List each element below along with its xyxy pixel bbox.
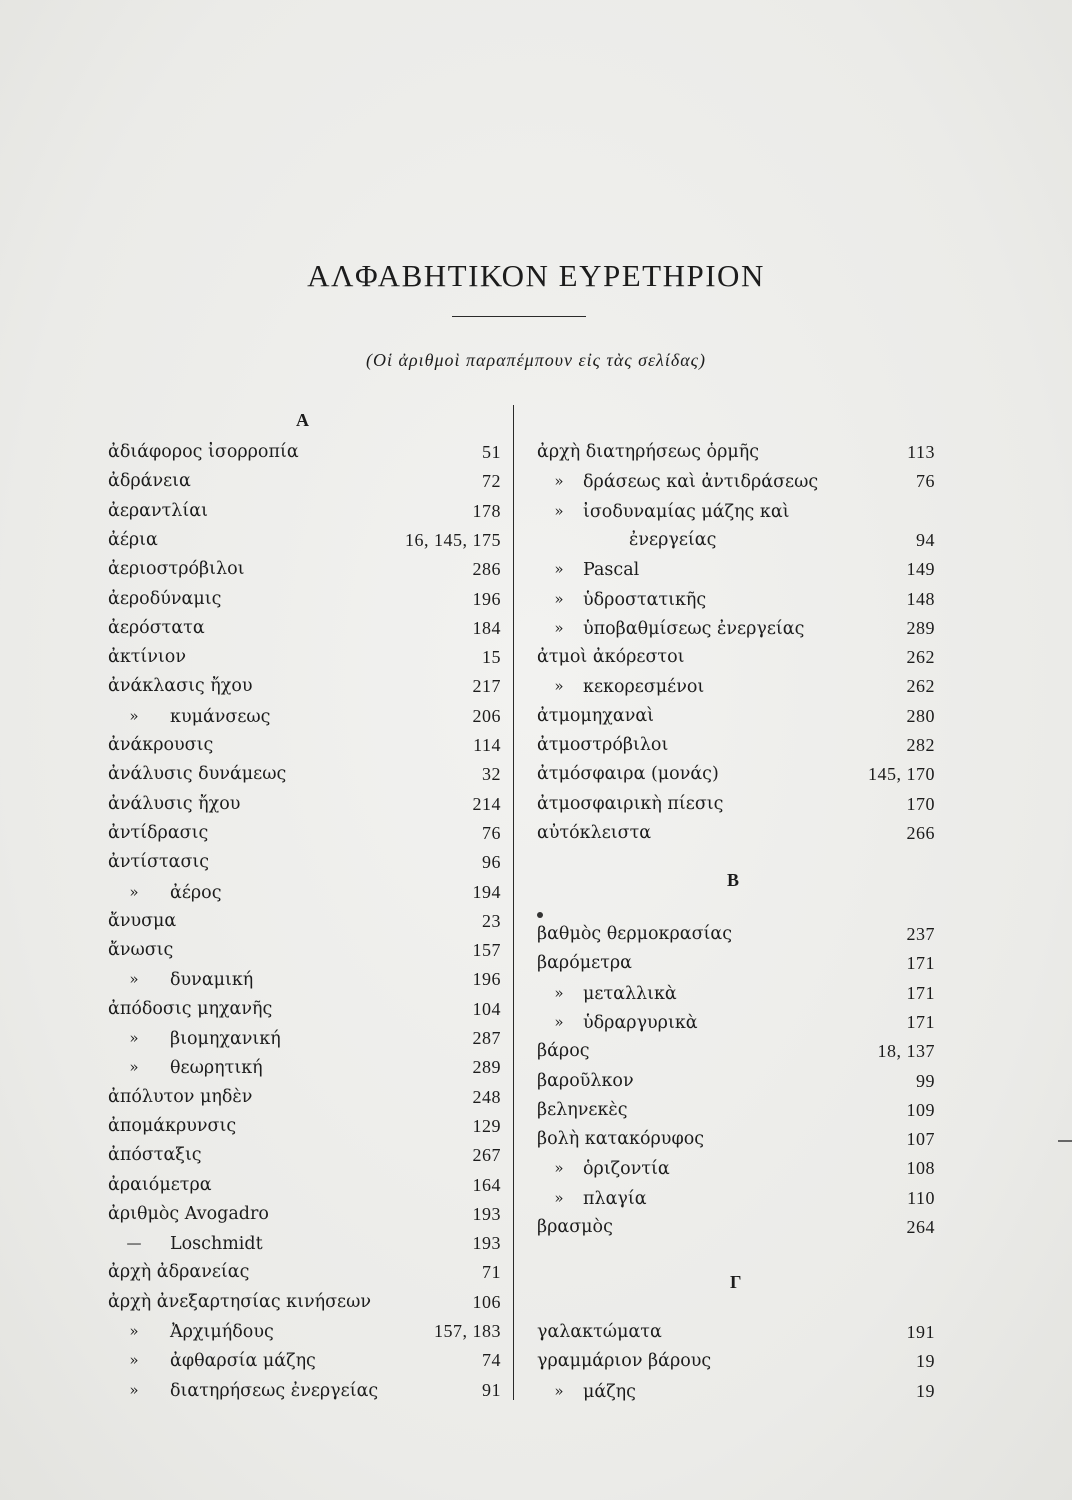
index-entry bbox=[537, 702, 935, 730]
entry-term-text: κεκορεσμένοι bbox=[583, 677, 705, 698]
entry-term bbox=[108, 438, 299, 466]
entry-page-numbers: 178 bbox=[472, 500, 501, 521]
entry-page-numbers: 71 bbox=[482, 1262, 501, 1283]
index-entry bbox=[108, 936, 501, 964]
entry-page-numbers: 106 bbox=[472, 1291, 501, 1312]
ditto-mark: » bbox=[554, 618, 564, 637]
index-entry bbox=[537, 526, 935, 554]
entry-term-text: ἀπόδοσις μηχανῆς bbox=[108, 998, 273, 1019]
index-entry bbox=[537, 585, 935, 613]
entry-term bbox=[108, 1112, 236, 1140]
entry-term bbox=[537, 979, 677, 1008]
index-entry bbox=[537, 1154, 935, 1182]
entry-term-text: ἀτμομηχαναὶ bbox=[537, 705, 655, 726]
entry-term-text: ἀεροδύναμις bbox=[108, 588, 222, 609]
entry-term-text: κυμάνσεως bbox=[170, 706, 271, 727]
entry-term-text: ἀτμοσφαιρικὴ πίεσις bbox=[537, 793, 724, 814]
entry-page-numbers: 94 bbox=[916, 529, 935, 550]
entry-term bbox=[108, 614, 205, 642]
entry-term-text: δράσεως καὶ ἀντιδράσεως bbox=[583, 472, 819, 493]
entry-term-text: ἀτμοστρόβιλοι bbox=[537, 735, 669, 755]
entry-term bbox=[537, 643, 685, 671]
entry-term-text: Ἀρχιμήδους bbox=[170, 1322, 274, 1342]
entry-page-numbers: 184 bbox=[472, 617, 501, 638]
index-entry bbox=[537, 819, 935, 847]
entry-page-numbers: 76 bbox=[482, 822, 501, 843]
entry-term bbox=[108, 819, 208, 847]
entry-page-numbers: 107 bbox=[906, 1129, 935, 1150]
index-entry bbox=[108, 1229, 501, 1257]
entry-page-numbers: 145, 170 bbox=[868, 764, 935, 785]
entry-page-numbers: 286 bbox=[472, 559, 501, 580]
ditto-mark: — bbox=[126, 1234, 142, 1253]
entry-term bbox=[108, 1376, 378, 1405]
entry-page-numbers: 196 bbox=[472, 588, 501, 609]
entry-term bbox=[537, 526, 716, 554]
index-entry bbox=[108, 1288, 501, 1316]
entry-page-numbers: 129 bbox=[472, 1115, 501, 1136]
entry-term-text: ἐνεργείας bbox=[629, 529, 717, 550]
entry-term bbox=[537, 790, 723, 818]
index-entry bbox=[537, 467, 935, 495]
entry-page-numbers: 193 bbox=[472, 1233, 501, 1254]
entry-page-numbers: 104 bbox=[472, 998, 501, 1019]
index-entry bbox=[537, 643, 935, 671]
index-entry bbox=[108, 1258, 501, 1286]
entry-term-text: ἄνυσμα bbox=[108, 910, 177, 931]
index-entry bbox=[108, 1141, 501, 1169]
ditto-mark: » bbox=[129, 882, 139, 901]
index-entry bbox=[108, 1317, 501, 1345]
entry-term bbox=[537, 702, 654, 730]
ditto-mark: » bbox=[129, 1058, 139, 1077]
entry-page-numbers: 15 bbox=[482, 647, 501, 668]
index-entry bbox=[108, 878, 501, 906]
entry-term bbox=[537, 1184, 647, 1213]
entry-term bbox=[108, 878, 222, 907]
index-entry bbox=[108, 1376, 501, 1404]
entry-term bbox=[108, 467, 191, 495]
ditto-mark: » bbox=[554, 1012, 564, 1031]
entry-term bbox=[108, 526, 158, 554]
entry-page-numbers: 91 bbox=[482, 1379, 501, 1400]
entry-page-numbers: 248 bbox=[472, 1086, 501, 1107]
entry-term bbox=[537, 672, 704, 701]
ditto-mark: » bbox=[129, 706, 139, 725]
entry-term bbox=[108, 936, 173, 964]
page-title: ΑΛΦΑΒΗΤΙΚΟΝ ΕΥΡΕΤΗΡΙΟΝ bbox=[307, 258, 765, 293]
ditto-mark: » bbox=[554, 589, 564, 608]
entry-term-text: βαροῦλκον bbox=[537, 1070, 634, 1091]
entry-term bbox=[108, 907, 176, 935]
index-entry bbox=[108, 907, 501, 935]
index-entry bbox=[108, 1200, 501, 1228]
entry-page-numbers: 196 bbox=[472, 969, 501, 990]
entry-page-numbers: 149 bbox=[906, 559, 935, 580]
entry-term bbox=[537, 1347, 711, 1375]
entry-term bbox=[108, 1317, 274, 1346]
entry-term-text: ἀτμόσφαιρα (μονάς) bbox=[537, 764, 719, 785]
entry-term-text: ἀραιόμετρα bbox=[108, 1174, 212, 1195]
entry-term bbox=[108, 731, 213, 759]
entry-term bbox=[108, 1141, 202, 1169]
entry-page-numbers: 74 bbox=[482, 1350, 501, 1371]
entry-page-numbers: 96 bbox=[482, 852, 501, 873]
entry-term bbox=[108, 643, 186, 671]
index-entry bbox=[537, 1096, 935, 1124]
entry-term-text: ὑδροστατικῆς bbox=[583, 589, 707, 610]
entry-term bbox=[537, 819, 651, 847]
entry-page-numbers: 32 bbox=[482, 764, 501, 785]
entry-term bbox=[108, 1346, 316, 1375]
entry-term-text: Pascal bbox=[583, 560, 640, 581]
entry-term-text: ἀρχὴ διατηρήσεως ὁρμῆς bbox=[537, 442, 760, 462]
index-entry bbox=[108, 965, 501, 993]
entry-page-numbers: 109 bbox=[906, 1099, 935, 1120]
entry-term-text: ὁριζοντία bbox=[583, 1159, 670, 1180]
index-entry bbox=[108, 614, 501, 642]
index-entry bbox=[108, 702, 501, 730]
entry-term-text: ἀνάκρουσις bbox=[108, 735, 214, 755]
index-entry bbox=[537, 1008, 935, 1036]
index-entry bbox=[108, 848, 501, 876]
entry-term-text: βαρόμετρα bbox=[537, 953, 632, 974]
entry-term-text: ἀπόλυτον μηδὲν bbox=[108, 1086, 253, 1107]
title-underline bbox=[452, 316, 586, 317]
entry-term-text: βάρος bbox=[537, 1041, 590, 1062]
entry-term bbox=[108, 1083, 252, 1111]
entry-page-numbers: 280 bbox=[906, 705, 935, 726]
entry-term bbox=[537, 1096, 628, 1124]
entry-page-numbers: 289 bbox=[472, 1057, 501, 1078]
entry-term-text: ἀρχὴ ἀνεξαρτησίας κινήσεων bbox=[108, 1291, 372, 1312]
index-entry bbox=[108, 643, 501, 671]
entry-page-numbers: 214 bbox=[472, 793, 501, 814]
ditto-mark: » bbox=[554, 501, 564, 520]
index-entry bbox=[537, 949, 935, 977]
entry-page-numbers: 262 bbox=[906, 676, 935, 697]
entry-page-numbers: 266 bbox=[906, 822, 935, 843]
entry-term bbox=[108, 1229, 263, 1258]
entry-term bbox=[537, 731, 668, 759]
entry-term bbox=[108, 1288, 371, 1316]
entry-term bbox=[537, 497, 790, 526]
entry-term-text: ἀέρια bbox=[108, 529, 158, 550]
ditto-mark: » bbox=[554, 1381, 564, 1400]
entry-term-text: ἀνάλυσις δυνάμεως bbox=[108, 764, 287, 785]
entry-term bbox=[108, 848, 209, 876]
ditto-mark: » bbox=[554, 1159, 564, 1178]
entry-term-text: ἀνάλυσις ἤχου bbox=[108, 793, 241, 814]
index-entry bbox=[537, 497, 935, 525]
entry-page-numbers: 170 bbox=[906, 793, 935, 814]
ditto-mark: » bbox=[554, 1188, 564, 1207]
entry-term bbox=[537, 585, 706, 614]
entry-term bbox=[108, 585, 221, 613]
entry-page-numbers: 237 bbox=[906, 924, 935, 944]
entry-page-numbers: 171 bbox=[906, 1011, 935, 1032]
entry-term bbox=[537, 1037, 590, 1065]
entry-page-numbers: 282 bbox=[906, 735, 935, 755]
section-letter-alpha: Α bbox=[296, 410, 309, 430]
index-entry bbox=[537, 731, 935, 759]
index-entry bbox=[537, 1213, 935, 1241]
entry-term-text: ἀκτίνιον bbox=[108, 647, 186, 668]
print-dot-mark bbox=[537, 912, 543, 918]
entry-page-numbers: 16, 145, 175 bbox=[405, 529, 501, 550]
entry-page-numbers: 206 bbox=[472, 705, 501, 726]
entry-page-numbers: 114 bbox=[473, 735, 501, 755]
index-entry bbox=[108, 526, 501, 554]
entry-page-numbers: 108 bbox=[906, 1158, 935, 1179]
entry-page-numbers: 51 bbox=[482, 442, 501, 462]
index-entry bbox=[108, 1053, 501, 1081]
entry-term bbox=[537, 1008, 698, 1037]
entry-term bbox=[537, 920, 732, 948]
entry-page-numbers: 171 bbox=[906, 953, 935, 974]
entry-term-text: ἀεριοστρόβιλοι bbox=[108, 559, 245, 580]
index-entry bbox=[108, 438, 501, 466]
entry-term bbox=[108, 1053, 263, 1082]
ditto-mark: » bbox=[554, 983, 564, 1002]
entry-term-text: ὑποβαθμίσεως ἐνεργείας bbox=[583, 618, 805, 639]
entry-term-text: ἀέρος bbox=[170, 882, 222, 903]
entry-term bbox=[108, 965, 253, 994]
entry-term-text: Loschmidt bbox=[170, 1234, 263, 1255]
entry-page-numbers: 110 bbox=[907, 1187, 935, 1208]
entry-term-text: ἀπομάκρυνσις bbox=[108, 1115, 237, 1136]
entry-term-text: διατηρήσεως ἐνεργείας bbox=[170, 1380, 379, 1401]
index-entry bbox=[108, 497, 501, 525]
entry-term bbox=[108, 995, 272, 1023]
entry-term-text: βρασμὸς bbox=[537, 1217, 613, 1237]
entry-term bbox=[537, 555, 639, 584]
entry-term bbox=[537, 1125, 704, 1153]
entry-term bbox=[537, 1067, 634, 1095]
index-entry bbox=[537, 555, 935, 583]
column-divider bbox=[513, 405, 514, 1400]
entry-term bbox=[108, 555, 245, 583]
index-entry bbox=[537, 1067, 935, 1095]
entry-term bbox=[108, 1200, 269, 1228]
entry-page-numbers: 157 bbox=[472, 940, 501, 961]
entry-term-text: ἀφθαρσία μάζης bbox=[170, 1351, 316, 1372]
entry-page-numbers: 113 bbox=[907, 442, 935, 462]
index-entry bbox=[537, 760, 935, 788]
index-entry bbox=[108, 1171, 501, 1199]
entry-page-numbers: 148 bbox=[906, 588, 935, 609]
index-entry bbox=[108, 672, 501, 700]
entry-page-numbers: 171 bbox=[906, 982, 935, 1003]
index-entry bbox=[537, 1377, 935, 1405]
entry-page-numbers: 72 bbox=[482, 471, 501, 492]
entry-term-text: ἄνωσις bbox=[108, 940, 174, 961]
entry-term-text: ἀντίδρασις bbox=[108, 822, 209, 843]
entry-term-text: βαθμὸς θερμοκρασίας bbox=[537, 924, 733, 944]
entry-term bbox=[537, 467, 818, 496]
section-letter-beta: Β bbox=[727, 870, 740, 890]
entry-page-numbers: 99 bbox=[916, 1070, 935, 1091]
entry-page-numbers: 194 bbox=[472, 881, 501, 902]
entry-term-text: ἀτμοὶ ἀκόρεστοι bbox=[537, 647, 685, 668]
index-entry bbox=[537, 790, 935, 818]
index-entry bbox=[108, 1024, 501, 1052]
entry-term bbox=[108, 1024, 281, 1053]
entry-page-numbers: 19 bbox=[916, 1351, 935, 1372]
entry-term bbox=[108, 497, 208, 525]
entry-term bbox=[537, 760, 719, 788]
entry-term bbox=[537, 1318, 662, 1346]
index-entry bbox=[108, 467, 501, 495]
entry-term-text: μάζης bbox=[583, 1381, 636, 1402]
index-entry bbox=[108, 731, 501, 759]
index-entry bbox=[537, 1125, 935, 1153]
ditto-mark: » bbox=[554, 472, 564, 491]
entry-term-text: βολὴ κατακόρυφος bbox=[537, 1129, 705, 1150]
index-entry bbox=[108, 1346, 501, 1374]
entry-page-numbers: 264 bbox=[906, 1217, 935, 1237]
ditto-mark: » bbox=[129, 1322, 139, 1340]
index-entry bbox=[108, 760, 501, 788]
entry-term-text: βιομηχανική bbox=[170, 1029, 281, 1049]
entry-term-text: πλαγία bbox=[583, 1188, 647, 1209]
entry-term bbox=[537, 1154, 670, 1183]
index-entry bbox=[108, 585, 501, 613]
entry-term-text: θεωρητική bbox=[170, 1058, 263, 1079]
entry-term bbox=[537, 438, 759, 466]
entry-term bbox=[537, 1377, 636, 1406]
ditto-mark: » bbox=[554, 560, 564, 579]
entry-page-numbers: 287 bbox=[472, 1028, 501, 1048]
entry-page-numbers: 217 bbox=[472, 676, 501, 697]
entry-term-text: αὐτόκλειστα bbox=[537, 822, 652, 843]
index-entry bbox=[108, 995, 501, 1023]
entry-term-text: ἀπόσταξις bbox=[108, 1145, 202, 1166]
index-entry bbox=[537, 614, 935, 642]
entry-page-numbers: 193 bbox=[472, 1203, 501, 1224]
index-entry bbox=[537, 1037, 935, 1065]
entry-term-text: ἀεραντλίαι bbox=[108, 500, 208, 521]
page-subtitle: (Οἱ ἀριθμοὶ παραπέμπουν εἰς τὰς σελίδας) bbox=[366, 350, 706, 370]
entry-term-text: μεταλλικὰ bbox=[583, 983, 677, 1004]
entry-page-numbers: 289 bbox=[906, 617, 935, 638]
index-entry bbox=[537, 1318, 935, 1346]
entry-term-text: ἀερόστατα bbox=[108, 617, 205, 638]
entry-term bbox=[537, 1213, 613, 1241]
ditto-mark: » bbox=[129, 1351, 139, 1370]
entry-term-text: ὑδραργυρικὰ bbox=[583, 1012, 698, 1033]
index-entry bbox=[537, 438, 935, 466]
index-entry bbox=[537, 1347, 935, 1375]
entry-term bbox=[108, 760, 286, 788]
ditto-mark: » bbox=[129, 1380, 139, 1399]
index-entry bbox=[108, 790, 501, 818]
entry-page-numbers: 23 bbox=[482, 910, 501, 931]
ditto-mark: » bbox=[554, 677, 564, 696]
index-entry bbox=[108, 555, 501, 583]
index-entry bbox=[537, 1184, 935, 1212]
entry-term-text: γραμμάριον βάρους bbox=[537, 1351, 712, 1372]
entry-page-numbers: 164 bbox=[472, 1174, 501, 1195]
entry-term-text: ἀρχὴ ἀδρανείας bbox=[108, 1262, 250, 1283]
entry-page-numbers: 157, 183 bbox=[434, 1321, 501, 1341]
entry-term bbox=[108, 1171, 212, 1199]
ditto-mark: » bbox=[129, 970, 139, 989]
entry-term-text: ἀδιάφορος ἰσορροπία bbox=[108, 442, 299, 462]
entry-term bbox=[108, 672, 253, 700]
entry-page-numbers: 76 bbox=[916, 471, 935, 492]
entry-term bbox=[537, 949, 632, 977]
entry-page-numbers: 18, 137 bbox=[877, 1041, 935, 1062]
section-letter-gamma: Γ bbox=[730, 1272, 742, 1292]
index-entry bbox=[108, 1083, 501, 1111]
entry-term bbox=[108, 1258, 249, 1286]
entry-term bbox=[537, 614, 804, 643]
entry-term-text: ἰσοδυναμίας μάζης καὶ bbox=[583, 501, 790, 522]
entry-term-text: ἀριθμὸς Avogadro bbox=[108, 1203, 269, 1224]
index-entry bbox=[108, 819, 501, 847]
index-entry bbox=[537, 920, 935, 948]
entry-term-text: βεληνεκὲς bbox=[537, 1099, 628, 1120]
index-entry bbox=[108, 1112, 501, 1140]
entry-term-text: ἀνάκλασις ἤχου bbox=[108, 676, 253, 697]
index-entry bbox=[537, 979, 935, 1007]
index-entry bbox=[537, 672, 935, 700]
entry-page-numbers: 267 bbox=[472, 1145, 501, 1166]
entry-term bbox=[108, 790, 240, 818]
entry-term-text: γαλακτώματα bbox=[537, 1322, 662, 1342]
entry-page-numbers: 262 bbox=[906, 647, 935, 668]
ditto-mark: » bbox=[129, 1029, 139, 1047]
entry-term-text: ἀδράνεια bbox=[108, 471, 191, 492]
entry-term-text: δυναμική bbox=[170, 970, 254, 991]
edge-mark bbox=[1058, 1140, 1072, 1142]
entry-term bbox=[108, 702, 271, 731]
entry-page-numbers: 191 bbox=[906, 1322, 935, 1342]
entry-page-numbers: 19 bbox=[916, 1380, 935, 1401]
entry-term-text: ἀντίστασις bbox=[108, 852, 210, 873]
